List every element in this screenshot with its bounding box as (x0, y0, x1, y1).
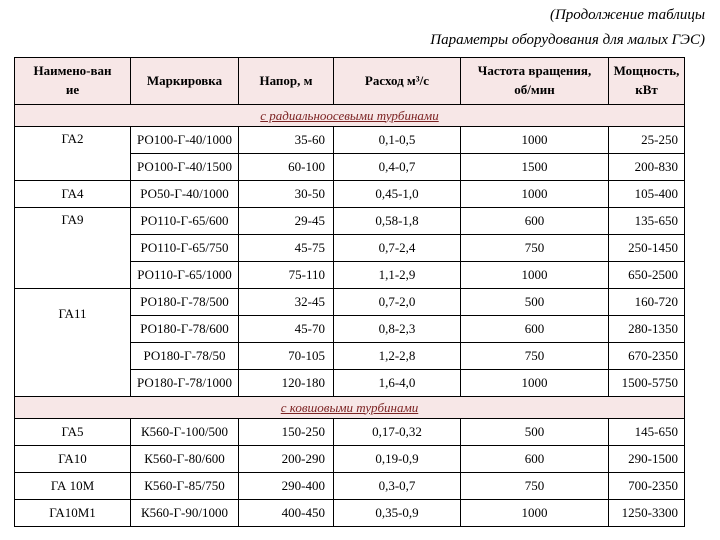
unit-name-cell: ГА10М1 (15, 500, 131, 527)
speed-cell: 500 (461, 289, 609, 316)
flow-cell: 0,45-1,0 (334, 181, 461, 208)
flow-cell: 1,1-2,9 (334, 262, 461, 289)
flow-cell: 0,8-2,3 (334, 316, 461, 343)
marking-cell: К560-Г-90/1000 (131, 500, 239, 527)
table-row (15, 127, 685, 154)
unit-name-cell: ГА4 (15, 181, 131, 208)
speed-cell: 1000 (461, 370, 609, 397)
speed-cell: 1000 (461, 262, 609, 289)
head-cell: 290-400 (239, 473, 334, 500)
speed-cell: 500 (461, 419, 609, 446)
marking-cell: РО110-Г-65/750 (131, 235, 239, 262)
head-cell: 29-45 (239, 208, 334, 235)
head-cell: 75-110 (239, 262, 334, 289)
head-cell: 60-100 (239, 154, 334, 181)
unit-name-cell: ГА2 (15, 127, 131, 181)
head-cell: 35-60 (239, 127, 334, 154)
head-cell: 200-290 (239, 446, 334, 473)
flow-cell: 1,6-4,0 (334, 370, 461, 397)
caption-line-2: Параметры оборудования для малых ГЭС) (430, 32, 705, 48)
power-cell: 700-2350 (609, 473, 685, 500)
head-cell: 120-180 (239, 370, 334, 397)
marking-cell: РО180-Г-78/600 (131, 316, 239, 343)
table-row (15, 446, 685, 473)
speed-cell: 1000 (461, 127, 609, 154)
flow-cell: 0,17-0,32 (334, 419, 461, 446)
power-cell: 200-830 (609, 154, 685, 181)
col-header-speed-line2: об/мин (514, 82, 555, 97)
speed-cell: 600 (461, 446, 609, 473)
flow-cell: 0,35-0,9 (334, 500, 461, 527)
head-cell: 70-105 (239, 343, 334, 370)
col-header-head: Напор, м (239, 58, 334, 105)
head-cell: 32-45 (239, 289, 334, 316)
table-row (15, 289, 685, 316)
col-header-speed-line1: Частота вращения, (477, 63, 592, 79)
power-cell: 1500-5750 (609, 370, 685, 397)
power-cell: 105-400 (609, 181, 685, 208)
marking-cell: РО100-Г-40/1000 (131, 127, 239, 154)
power-cell: 280-1350 (609, 316, 685, 343)
speed-cell: 600 (461, 208, 609, 235)
power-cell: 670-2350 (609, 343, 685, 370)
table-header-row (15, 58, 685, 105)
power-cell: 650-2500 (609, 262, 685, 289)
marking-cell: РО180-Г-78/1000 (131, 370, 239, 397)
head-cell: 30-50 (239, 181, 334, 208)
speed-cell: 750 (461, 343, 609, 370)
speed-cell: 1000 (461, 500, 609, 527)
speed-cell: 750 (461, 235, 609, 262)
unit-name-cell: ГА5 (15, 419, 131, 446)
flow-cell: 0,3-0,7 (334, 473, 461, 500)
head-cell: 45-70 (239, 316, 334, 343)
section-row-bucket (15, 397, 685, 419)
col-header-flow: Расход м³/с (334, 58, 461, 105)
col-header-name-line1: Наимено-ван (33, 63, 112, 79)
unit-name-cell: ГА 10М (15, 473, 131, 500)
col-header-name (15, 58, 131, 105)
caption-line-1: (Продолжение таблицы (549, 7, 705, 23)
speed-cell: 1000 (461, 181, 609, 208)
col-header-power-line1: Мощность, (613, 63, 680, 79)
power-cell: 145-650 (609, 419, 685, 446)
power-cell: 250-1450 (609, 235, 685, 262)
flow-cell: 0,19-0,9 (334, 446, 461, 473)
section-label-bucket: с ковшовыми турбинами (280, 399, 419, 415)
equipment-parameters-table (14, 57, 685, 527)
table-row (15, 500, 685, 527)
marking-cell: РО110-Г-65/600 (131, 208, 239, 235)
col-header-name-line2: ие (65, 82, 80, 97)
head-cell: 45-75 (239, 235, 334, 262)
marking-cell: К560-Г-80/600 (131, 446, 239, 473)
power-cell: 1250-3300 (609, 500, 685, 527)
col-header-marking: Маркировка (131, 58, 239, 105)
speed-cell: 600 (461, 316, 609, 343)
flow-cell: 0,58-1,8 (334, 208, 461, 235)
section-label-radial: с радиальноосевыми турбинами (260, 107, 439, 123)
marking-cell: РО100-Г-40/1500 (131, 154, 239, 181)
table-row (15, 181, 685, 208)
marking-cell: РО110-Г-65/1000 (131, 262, 239, 289)
section-row-radial (15, 105, 685, 127)
unit-name-cell: ГА11 (15, 289, 131, 397)
col-header-power (609, 58, 685, 105)
head-cell: 400-450 (239, 500, 334, 527)
power-cell: 25-250 (609, 127, 685, 154)
marking-cell: РО180-Г-78/500 (131, 289, 239, 316)
table-row (15, 208, 685, 235)
marking-cell: К560-Г-85/750 (131, 473, 239, 500)
flow-cell: 0,7-2,4 (334, 235, 461, 262)
flow-cell: 0,7-2,0 (334, 289, 461, 316)
speed-cell: 1500 (461, 154, 609, 181)
flow-cell: 1,2-2,8 (334, 343, 461, 370)
table-caption (430, 7, 705, 57)
marking-cell: К560-Г-100/500 (131, 419, 239, 446)
power-cell: 135-650 (609, 208, 685, 235)
flow-cell: 0,4-0,7 (334, 154, 461, 181)
power-cell: 160-720 (609, 289, 685, 316)
col-header-speed (461, 58, 609, 105)
marking-cell: РО50-Г-40/1000 (131, 181, 239, 208)
col-header-power-line2: кВт (635, 82, 658, 97)
head-cell: 150-250 (239, 419, 334, 446)
table-row (15, 419, 685, 446)
marking-cell: РО180-Г-78/50 (131, 343, 239, 370)
flow-cell: 0,1-0,5 (334, 127, 461, 154)
unit-name-cell: ГА9 (15, 208, 131, 289)
table-row (15, 473, 685, 500)
power-cell: 290-1500 (609, 446, 685, 473)
speed-cell: 750 (461, 473, 609, 500)
unit-name-cell: ГА10 (15, 446, 131, 473)
